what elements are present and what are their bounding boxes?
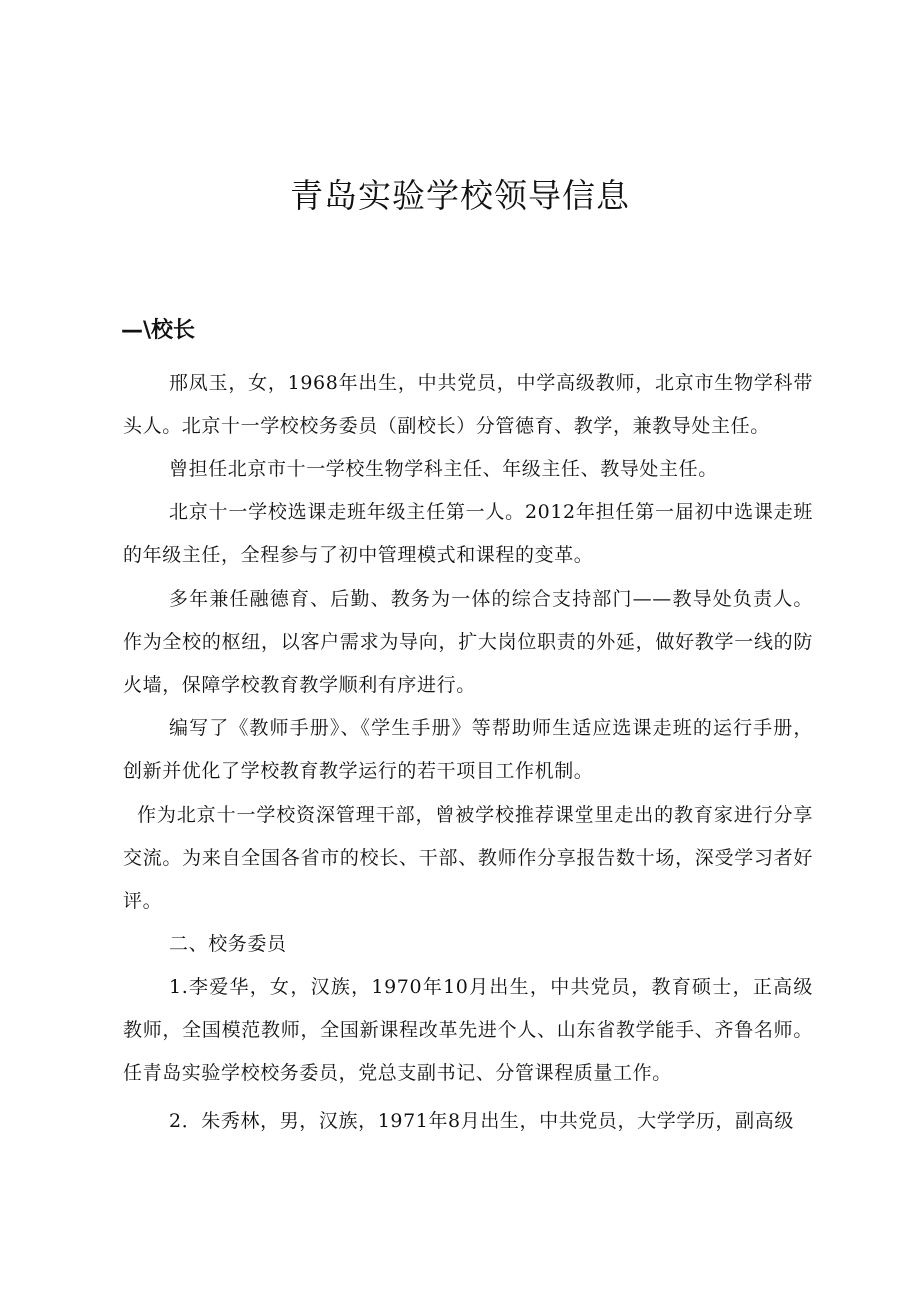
paragraph-principal-handbooks: 编写了《教师手册》、《学生手册》等帮助师生适应选课走班的运行手册，创新并优化了学校教育教学运行的若干项目工作机制。 [123, 717, 813, 782]
paragraph-principal-history: 曾担任北京市十一学校生物学科主任、年级主任、教导处主任。 [169, 458, 718, 480]
paragraph-principal-sharing: 作为北京十一学校资深管理干部，曾被学校推荐课堂里走出的教育家进行分享交流。为来自全国各省市的校长、干部、教师作分享报告数十场，深受学习者好评。 [123, 804, 813, 912]
section-heading-principal: —\校长 [121, 318, 196, 343]
paragraph-principal-office: 多年兼任融德育、后勤、教务为一体的综合支持部门——教导处负责人。作为全校的枢纽，以客户需求为导向，扩大岗位职责的外延，做好教学一线的防火墙，保障学校教育教学顺利有序进行。 [123, 588, 813, 696]
paragraph-member-1: 1.李爱华，女，汉族，1970年10月出生，中共党员，教育硕士，正高级教师，全国模范教师，全国新课程改革先进个人、山东省教学能手、齐鲁名师。任青岛实验学校校务委员，党总支副书记、分管课程质量工作。 [123, 976, 813, 1084]
section-heading-committee: 二、校务委员 [169, 933, 287, 955]
document-title: 青岛实验学校领导信息 [290, 176, 630, 215]
paragraph-member-2: 2．朱秀林，男，汉族，1971年8月出生，中共党员，大学学历，副高级 [169, 1110, 794, 1132]
paragraph-principal-intro: 邢凤玉，女，1968年出生，中共党员，中学高级教师，北京市生物学科带头人。北京十一学校校务委员（副校长）分管德育、教学，兼教导处主任。 [123, 372, 813, 437]
paragraph-principal-course-selection: 北京十一学校选课走班年级主任第一人。2012年担任第一届初中选课走班的年级主任，全程参与了初中管理模式和课程的变革。 [123, 501, 813, 566]
